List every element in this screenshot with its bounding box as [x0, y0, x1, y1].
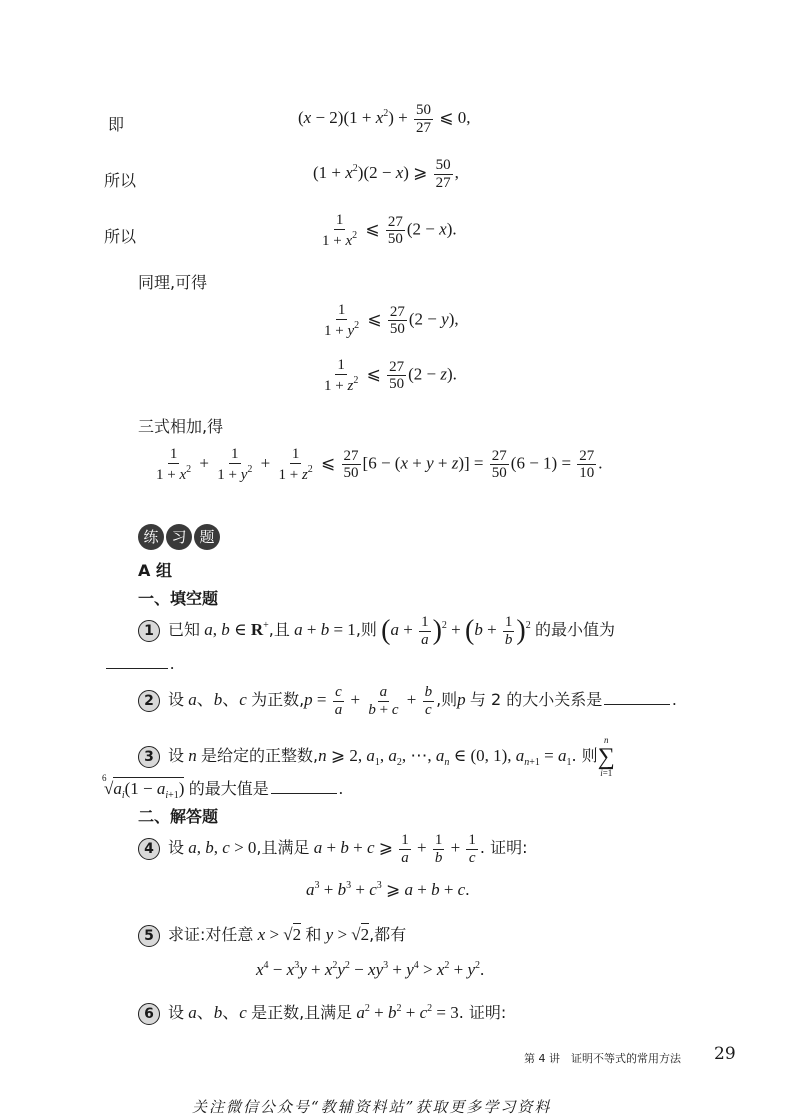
problem-3: 3 设 n 是给定的正整数,n ⩾ 2, $a_1$, $a_2$, ⋯, $a_n$ ∈ (0, 1), $a_{n+1} = a_1$. 则 n ∑ i=1	[138, 736, 615, 778]
problem-2: 2 设 a、b、c 为正数,p = $\frac{c}{a}$ + $\frac{a}{b + c}$ + $\frac{b}{c}$ ,则p 与 2 的大小关系是 .	[138, 684, 677, 718]
problem-number: 1	[138, 620, 160, 642]
fill-heading: 一、填空题	[138, 589, 219, 608]
eq-line-6: $\frac{1}{1 + x^2}$ + $\frac{1}{1 + y^2}$ + $\frac{1}{1 + z^2}$ ⩽ $\frac{27}{50}$ [6 − (x + y + z)] = $\frac{27}{50}$ (6 − 1) = $\frac{27}{10}$ .	[156, 446, 603, 483]
label-suoyi-1: 所以	[104, 171, 137, 190]
answer-blank[interactable]	[604, 690, 670, 705]
label-sanshi: 三式相加,得	[138, 417, 224, 436]
problem-6: 6 设 a、b、c 是正数,且满足 $a^2 + b^2 + c^2 = 3$. 证明:	[138, 998, 506, 1025]
problem-number: 4	[138, 838, 160, 860]
problem-4-eq: $a^3 + b^3 + c^3$ ⩾ a + b + c.	[306, 880, 470, 899]
section-title-char: 习	[166, 524, 192, 550]
problem-5-eq: $x^4 - x^3y + x^2y^2 - xy^3 + y^4 > x^2 + y^2$.	[256, 960, 485, 979]
label-ji: 即	[108, 115, 125, 134]
answer-blank[interactable]	[106, 654, 168, 669]
section-title	[138, 524, 222, 550]
problem-3-cont: 6 $√a_i(1 - a_{i+1})$ 的最大值是 .	[102, 773, 343, 801]
watermark-text: 关注微信公众号“教辅资料站”获取更多学习资料	[192, 1098, 552, 1116]
eq-line-1: $(x - 2)(1 + x^2)$ + $\frac{50}{27}$ ⩽ 0,	[298, 102, 471, 136]
solve-heading: 二、解答题	[138, 807, 219, 826]
problem-5: 5 求证:对任意 x > √2 和 y > √2,都有	[138, 922, 406, 947]
problem-number: 2	[138, 690, 160, 712]
section-title-char: 题	[194, 524, 220, 550]
answer-blank[interactable]	[271, 779, 337, 794]
problem-4: 4 设 a, b, c > 0,且满足 a + b + c ⩾ $\frac{1}{a}$ + $\frac{1}{b}$ + $\frac{1}{c}$ . 证明:	[138, 832, 528, 866]
label-suoyi-2: 所以	[104, 227, 137, 246]
problem-number: 5	[138, 925, 160, 947]
problem-1: 1 已知 a, b ∈ R+,且 a + b = 1,则 (a + $\frac{1}{a}$ )$^2$ + (b + $\frac{1}{b}$ )$^2$ 的最小值为	[138, 614, 615, 648]
label-tongli: 同理,可得	[138, 273, 208, 292]
section-title-char: 练	[138, 524, 164, 550]
eq-line-5: $\frac{1}{1 + z^2}$ ⩽ $\frac{27}{50}$ (2 − z).	[324, 357, 457, 394]
group-label: A 组	[138, 561, 172, 580]
eq-line-2: $(1 + x^2)(2 - x)$ ⩾ $\frac{50}{27}$ ,	[313, 157, 459, 191]
problem-number: 6	[138, 1003, 160, 1025]
page-number: 29	[714, 1044, 736, 1064]
eq-line-4: $\frac{1}{1 + y^2}$ ⩽ $\frac{27}{50}$ (2 − y),	[324, 302, 459, 339]
problem-1-answer: .	[104, 654, 174, 674]
problem-number: 3	[138, 746, 160, 768]
eq-line-3: $\frac{1}{1 + x^2}$ ⩽ $\frac{27}{50}$ (2 − x).	[322, 212, 457, 249]
footer-chapter: 第 4 讲 证明不等式的常用方法	[524, 1052, 681, 1065]
